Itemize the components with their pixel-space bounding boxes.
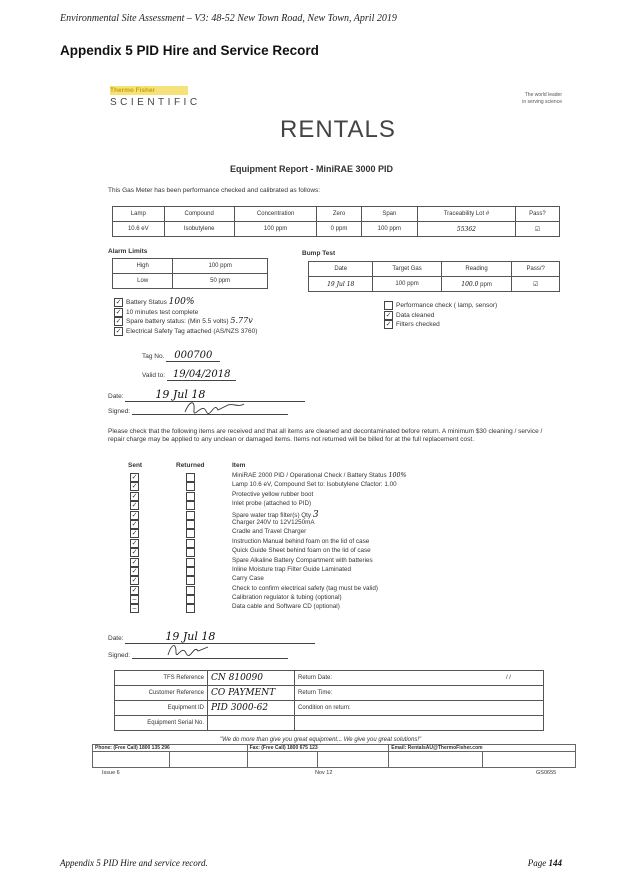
- returned-checkbox: [186, 586, 195, 595]
- cal-cell: 100 ppm: [361, 222, 418, 237]
- bump-unit: ppm: [480, 281, 492, 288]
- check-performance: [384, 301, 497, 311]
- item-label: Lamp 10.6 eV, Compound Set to: Isobutylene Cfactor: 1.00: [232, 481, 397, 489]
- cal-header: Concentration: [234, 207, 317, 222]
- office-cell: [482, 752, 575, 768]
- valid-value: 19/04/2018: [167, 369, 237, 381]
- document-header: Environmental Site Assessment – V3: 48-52 New Town Road, New Town, April 2019: [60, 13, 397, 24]
- checkbox-checked: ✓: [385, 321, 392, 329]
- email: Email: RentalsAU@ThermoFisher.com: [389, 745, 576, 752]
- page-number: 144: [548, 858, 562, 868]
- returned-checkbox: [186, 567, 195, 576]
- item-label: Calibration regulator & tubing (optional): [232, 594, 342, 602]
- alarm-level: Low: [113, 274, 173, 289]
- cal-cell: 10.6 eV: [113, 222, 165, 237]
- item-label: Inline Moisture trap Filter Guide Laminated: [232, 565, 351, 573]
- contact-table: [92, 744, 576, 768]
- item-label: Instruction Manual behind foam on the lid of case: [232, 537, 370, 545]
- bump-header: Pass/?: [512, 262, 560, 277]
- alarm-value: 100 ppm: [173, 259, 268, 274]
- check-label: Performance check ( lamp, sensor): [396, 302, 498, 310]
- page-title: Appendix 5 PID Hire and Service Record: [60, 43, 319, 58]
- signature-scribble: [180, 398, 250, 416]
- returned-checkbox: [186, 595, 195, 604]
- cal-cell: 0 ppm: [317, 222, 361, 237]
- bump-pass: ☑: [512, 277, 560, 292]
- returned-checkbox: [186, 520, 195, 529]
- returned-checkbox: [186, 482, 195, 491]
- returned-checkbox: [186, 473, 195, 482]
- tag-row: [142, 350, 220, 361]
- item-label: Check to confirm electrical safety (tag must be valid): [232, 584, 378, 592]
- right-checklist: [384, 301, 497, 330]
- office-cell: [318, 752, 389, 768]
- sent-checkbox: ✓: [131, 530, 138, 538]
- signed-label: Signed:: [108, 652, 131, 659]
- signature-scribble: [164, 640, 214, 658]
- check-label: Filters checked: [396, 321, 440, 329]
- check-label: Electrical Safety Tag attached (AS/NZS 3760): [126, 328, 258, 336]
- office-cell: [247, 752, 318, 768]
- scanned-form: [95, 80, 568, 788]
- ref-value: CO PAYMENT: [208, 686, 295, 701]
- left-checklist: [114, 298, 257, 337]
- ref-value: [503, 701, 544, 716]
- ref-value: / /: [503, 671, 544, 686]
- ref-label: [295, 716, 503, 731]
- cal-header: Zero: [317, 207, 361, 222]
- alarm-table: [112, 258, 268, 289]
- ref-value: PID 3000-62: [208, 701, 295, 716]
- bump-header: Date: [309, 262, 373, 277]
- tagline-line: in serving science: [522, 99, 562, 105]
- checkbox-empty: [384, 301, 393, 310]
- cal-header: Pass?: [515, 207, 559, 222]
- tagline: [492, 92, 562, 106]
- ref-label: Equipment ID: [115, 701, 208, 716]
- item-label: Inlet probe (attached to PID): [232, 500, 312, 508]
- notice-text: Please check that the following items are received and that all items are cleaned and decontaminated before return. A minimum $30 cleaning / service / repair charge may be applied to any unclean or damaged items. Items not returned will be billed for at the full replacement cost.: [108, 428, 543, 443]
- sent-checkbox: ✓: [131, 549, 138, 557]
- ref-label: Equipment Serial No.: [115, 716, 208, 731]
- office-cell: [170, 752, 247, 768]
- filter-qty: 3: [312, 509, 319, 520]
- tag-value: 000700: [166, 350, 220, 362]
- checkbox-checked: ✓: [115, 308, 122, 316]
- item-label: MiniRAE 2000 PID / Operational Check / Battery Status: [232, 472, 387, 479]
- item-label: Spare Alkaline Battery Compartment with batteries: [232, 556, 373, 564]
- form-code: GS0655: [536, 770, 557, 776]
- valid-row: [142, 369, 236, 380]
- bump-header: Target Gas: [373, 262, 441, 277]
- checkbox-checked: ✓: [115, 328, 122, 336]
- logo-bottom: SCIENTIFIC: [110, 97, 201, 108]
- ref-label: Customer Reference: [115, 686, 208, 701]
- ref-value: CN 810090: [208, 671, 295, 686]
- returned-checkbox: [186, 539, 195, 548]
- sent-checkbox: ✓: [131, 567, 138, 575]
- item-label: Data cable and Software CD (optional): [232, 603, 340, 611]
- date-label: Date:: [108, 393, 124, 400]
- bump-title: Bump Test: [302, 250, 336, 257]
- sent-checkbox: ✓: [131, 586, 138, 594]
- date-code: Nov 12: [315, 770, 333, 776]
- item-label: Cradle and Travel Charger: [232, 528, 307, 536]
- check-spare: [114, 317, 257, 327]
- sent-header: Sent: [128, 462, 143, 469]
- item-battery-value: 100%: [388, 472, 407, 479]
- returned-checkbox: [186, 501, 195, 510]
- traceability-lot: 55362: [418, 222, 516, 237]
- alarm-level: High: [113, 259, 173, 274]
- office-cell: [389, 752, 482, 768]
- item-label: Spare water trap filter(s) Qty: [232, 511, 312, 519]
- sent-checkbox: ✓: [131, 483, 138, 491]
- fax: Fax: (Free Call) 1800 675 123: [247, 745, 389, 752]
- tagline-line: The world leader: [524, 92, 562, 98]
- check-battery: [114, 298, 257, 308]
- spare-value: 5.77v: [230, 316, 253, 326]
- alarm-value: 50 ppm: [173, 274, 268, 289]
- check-label: Spare battery status: (Min 5.5 volts): [126, 318, 229, 326]
- calibration-table: [112, 206, 560, 237]
- item-label: Quick Guide Sheet behind foam on the lid of case: [232, 547, 371, 555]
- reference-table: [114, 670, 544, 731]
- date2-value: 19 Jul 18: [125, 630, 315, 644]
- ref-value: [503, 716, 544, 731]
- check-filters: [384, 320, 497, 330]
- returned-checkbox: [186, 511, 195, 520]
- cal-header: Span: [361, 207, 418, 222]
- page-label: Page: [527, 858, 549, 868]
- intro-text: This Gas Meter has been performance checked and calibrated as follows:: [108, 187, 321, 194]
- returned-checkbox: [186, 492, 195, 501]
- sent-checkbox: ✓: [131, 539, 138, 547]
- ref-label: Condition on return:: [295, 701, 503, 716]
- item-text: [232, 472, 406, 479]
- tag-label: Tag No.: [142, 353, 165, 360]
- cal-cell: Isobutylene: [164, 222, 234, 237]
- ref-value: [503, 686, 544, 701]
- cal-header: Traceability Lot #: [418, 207, 516, 222]
- cal-cell: 100 ppm: [234, 222, 317, 237]
- phone: Phone: (Free Call) 1800 135 296: [93, 745, 248, 752]
- bump-target: 100 ppm: [373, 277, 441, 292]
- sent-checkbox: ✓: [131, 511, 138, 519]
- ref-value: [208, 716, 295, 731]
- form-subtitle: Equipment Report - MiniRAE 3000 PID: [230, 164, 394, 174]
- item-label: Protective yellow rubber boot: [232, 490, 314, 498]
- check-label: 10 minutes test complete: [126, 308, 199, 316]
- checkbox-checked: ✓: [115, 318, 122, 326]
- sent-checkbox: ✓: [131, 520, 138, 528]
- sent-checkbox: –: [130, 595, 139, 604]
- cal-header: Compound: [164, 207, 234, 222]
- ref-label: TFS Reference: [115, 671, 208, 686]
- pass-check: ☑: [515, 222, 559, 237]
- issue: Issue 6: [102, 770, 120, 776]
- ref-label: Return Date:: [295, 671, 503, 686]
- bump-header: Reading: [441, 262, 512, 277]
- item-header: Item: [232, 462, 246, 469]
- alarm-title: Alarm Limits: [108, 248, 148, 255]
- check-tag: [114, 327, 257, 337]
- logo-top: Thermo Fisher: [110, 86, 188, 95]
- check-label: Battery Status: [126, 299, 167, 307]
- valid-label: Valid to:: [142, 372, 166, 379]
- cal-header: Lamp: [113, 207, 165, 222]
- footer-left: Appendix 5 PID Hire and service record.: [60, 858, 208, 868]
- sent-checkbox: ✓: [131, 474, 138, 481]
- sent-checkbox: ✓: [131, 492, 138, 500]
- sent-checkbox: ✓: [131, 577, 138, 585]
- form-title: RENTALS: [280, 116, 396, 143]
- bump-table: [308, 261, 560, 292]
- bump-reading: 100.0: [461, 280, 479, 288]
- returned-checkbox: [186, 576, 195, 585]
- footer-right: [528, 858, 562, 868]
- sent-checkbox: ✓: [131, 558, 138, 566]
- date-value: 19 Jul 18: [125, 388, 305, 402]
- item-label: Charger 240V to 12V1250mA: [232, 518, 315, 526]
- office-cell: [93, 752, 170, 768]
- bump-date: 19 Jul 18: [309, 277, 373, 292]
- date-label: Date:: [108, 635, 124, 642]
- returned-checkbox: [186, 529, 195, 538]
- ref-label: Return Time:: [295, 686, 503, 701]
- bump-reading-cell: [441, 277, 512, 292]
- returned-checkbox: [186, 604, 195, 613]
- check-data: [384, 311, 497, 321]
- battery-value: 100%: [168, 297, 195, 308]
- signed-label: Signed:: [108, 408, 131, 415]
- returned-header: Returned: [176, 462, 205, 469]
- slogan: "We do more than give you great equipment... We give you great solutions!": [220, 737, 422, 743]
- sent-checkbox: –: [130, 604, 139, 613]
- checkbox-checked: ✓: [115, 299, 122, 306]
- checkbox-checked: ✓: [385, 311, 392, 319]
- returned-checkbox: [186, 548, 195, 557]
- sent-checkbox: ✓: [131, 502, 138, 510]
- returned-checkbox: [186, 558, 195, 567]
- check-label: Data cleaned: [396, 311, 435, 319]
- item-label: Carry Case: [232, 575, 264, 583]
